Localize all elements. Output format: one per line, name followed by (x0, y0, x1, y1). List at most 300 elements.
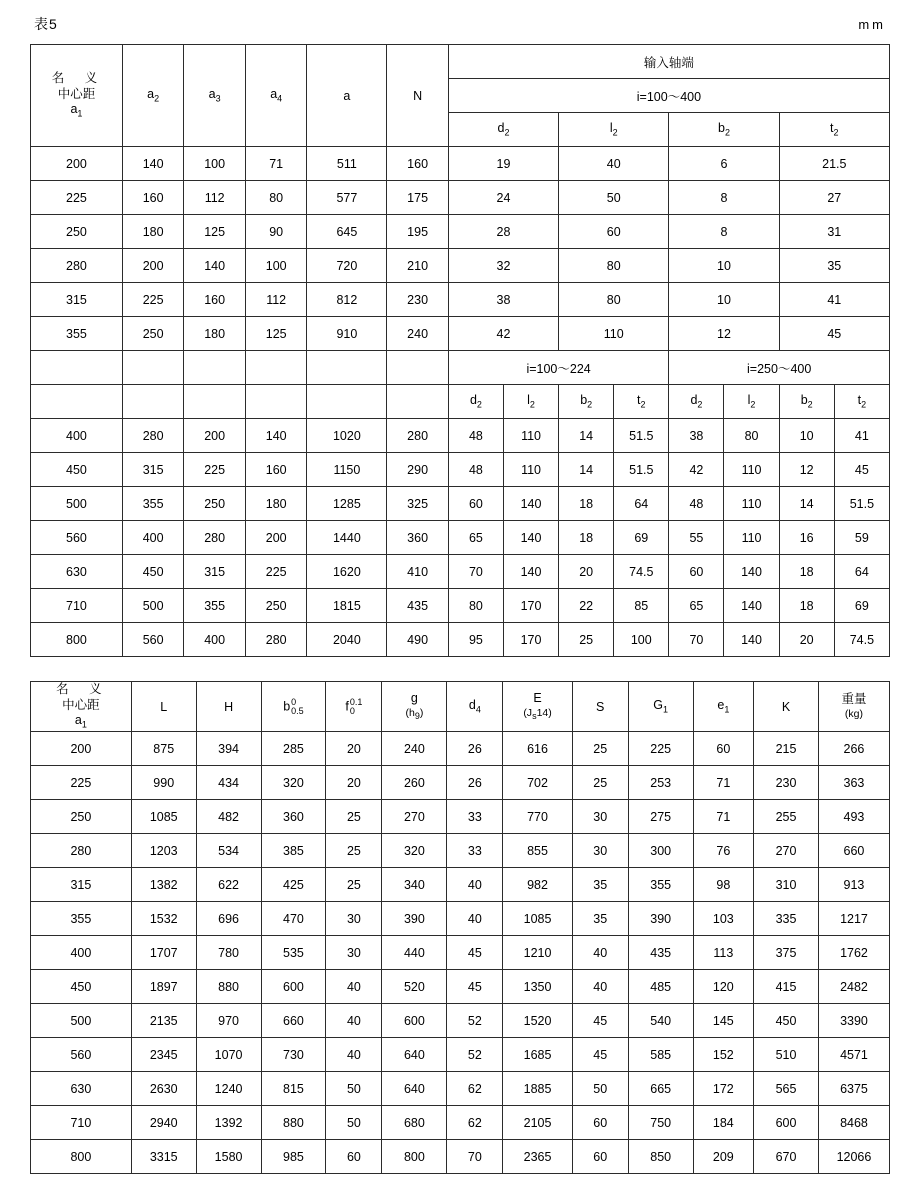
header-ratio-low: i=100～224 (448, 351, 669, 385)
blank-cell (387, 385, 449, 419)
cell-N: 175 (387, 181, 449, 215)
cell-a4: 280 (245, 623, 307, 657)
cell-a4: 140 (245, 419, 307, 453)
cell-g: 340 (382, 868, 447, 902)
cell-t2: 35 (779, 249, 889, 283)
cell-L: 2630 (131, 1072, 196, 1106)
cell-E: 702 (503, 766, 572, 800)
cell-a1: 560 (31, 521, 123, 555)
cell-S: 45 (572, 1004, 628, 1038)
cell-d2: 42 (448, 317, 558, 351)
cell-a1: 225 (31, 766, 132, 800)
table-row (31, 453, 890, 487)
cell-t2-high: 69 (834, 589, 889, 623)
cell-H: 394 (196, 732, 261, 766)
header-a1: 名 义 中心距 $a_1$ (31, 682, 132, 732)
cell-K: 310 (754, 868, 819, 902)
cell-a3: 112 (184, 181, 246, 215)
cell-t2-high: 51.5 (834, 487, 889, 521)
cell-a2: 140 (122, 147, 184, 181)
cell-a1: 450 (31, 970, 132, 1004)
cell-a: 910 (307, 317, 387, 351)
cell-l2-high: 140 (724, 589, 779, 623)
cell-E: 1520 (503, 1004, 572, 1038)
cell-a3: 100 (184, 147, 246, 181)
blank-cell (245, 351, 307, 385)
table-gap (30, 657, 890, 681)
cell-a2: 560 (122, 623, 184, 657)
cell-e1: 120 (693, 970, 753, 1004)
cell-b2-high: 20 (779, 623, 834, 657)
cell-a3: 140 (184, 249, 246, 283)
cell-f: 50 (326, 1106, 382, 1140)
cell-L: 2135 (131, 1004, 196, 1038)
table-subheader-row (31, 351, 890, 385)
cell-b2: 12 (669, 317, 779, 351)
cell-d4: 70 (447, 1140, 503, 1174)
cell-H: 1580 (196, 1140, 261, 1174)
cell-b2: 8 (669, 181, 779, 215)
cell-b: 660 (261, 1004, 326, 1038)
cell-a2: 250 (122, 317, 184, 351)
cell-G1: 225 (628, 732, 693, 766)
cell-l2: 60 (559, 215, 669, 249)
cell-t2-low: 51.5 (614, 419, 669, 453)
header-t2: $t_2$ (779, 113, 889, 147)
cell-b2-low: 22 (559, 589, 614, 623)
table-subheader-row (31, 385, 890, 419)
cell-t2: 21.5 (779, 147, 889, 181)
header-l2-low: $l_2$ (503, 385, 558, 419)
header-H: H (196, 682, 261, 732)
table-row (31, 902, 890, 936)
header-weight: 重量 (kg) (818, 682, 889, 732)
cell-H: 1070 (196, 1038, 261, 1072)
header-a2: $a_2$ (122, 45, 184, 147)
cell-d2-high: 60 (669, 555, 724, 589)
cell-K: 230 (754, 766, 819, 800)
table-row (31, 970, 890, 1004)
cell-a1: 800 (31, 1140, 132, 1174)
cell-b2-low: 14 (559, 419, 614, 453)
header-E: E (Js14) (503, 682, 572, 732)
cell-f: 20 (326, 732, 382, 766)
cell-N: 435 (387, 589, 449, 623)
blank-cell (245, 385, 307, 419)
cell-d2-low: 48 (448, 419, 503, 453)
header-b2-low: $b_2$ (559, 385, 614, 419)
cell-L: 1203 (131, 834, 196, 868)
cell-b: 425 (261, 868, 326, 902)
cell-b2: 8 (669, 215, 779, 249)
header-a4: $a_4$ (245, 45, 307, 147)
cell-b: 815 (261, 1072, 326, 1106)
cell-K: 565 (754, 1072, 819, 1106)
cell-G1: 665 (628, 1072, 693, 1106)
cell-l2-high: 140 (724, 623, 779, 657)
cell-a1: 710 (31, 589, 123, 623)
cell-l2-low: 140 (503, 487, 558, 521)
cell-d2-high: 48 (669, 487, 724, 521)
cell-d2-high: 65 (669, 589, 724, 623)
cell-S: 25 (572, 766, 628, 800)
header-e1: $e_1$ (693, 682, 753, 732)
table-row (31, 868, 890, 902)
cell-a1: 355 (31, 902, 132, 936)
cell-d4: 45 (447, 936, 503, 970)
cell-a1: 450 (31, 453, 123, 487)
table-row (31, 800, 890, 834)
cell-a1: 315 (31, 283, 123, 317)
cell-e1: 152 (693, 1038, 753, 1072)
cell-l2: 110 (559, 317, 669, 351)
cell-e1: 113 (693, 936, 753, 970)
cell-a2: 160 (122, 181, 184, 215)
table-row (31, 834, 890, 868)
cell-a3: 180 (184, 317, 246, 351)
table-row (31, 249, 890, 283)
header-g: g (h9) (382, 682, 447, 732)
cell-weight: 660 (818, 834, 889, 868)
cell-a4: 225 (245, 555, 307, 589)
table-row (31, 589, 890, 623)
cell-a1: 315 (31, 868, 132, 902)
cell-l2-high: 110 (724, 487, 779, 521)
header-ratio-high: i=250～400 (669, 351, 890, 385)
cell-g: 270 (382, 800, 447, 834)
cell-a4: 112 (245, 283, 307, 317)
header-a1: 名 义 中心距 $a_1$ (31, 45, 123, 147)
cell-l2-high: 110 (724, 521, 779, 555)
cell-E: 770 (503, 800, 572, 834)
cell-H: 780 (196, 936, 261, 970)
header-b2: $b_2$ (669, 113, 779, 147)
table-row (31, 147, 890, 181)
cell-d4: 40 (447, 868, 503, 902)
cell-t2: 41 (779, 283, 889, 317)
cell-weight: 8468 (818, 1106, 889, 1140)
cell-weight: 12066 (818, 1140, 889, 1174)
cell-a1: 225 (31, 181, 123, 215)
cell-a1: 560 (31, 1038, 132, 1072)
cell-a4: 80 (245, 181, 307, 215)
cell-a1: 400 (31, 936, 132, 970)
cell-weight: 266 (818, 732, 889, 766)
cell-a1: 280 (31, 834, 132, 868)
cell-a1: 200 (31, 732, 132, 766)
header-a: a (307, 45, 387, 147)
cell-d4: 33 (447, 834, 503, 868)
header-l2-high: $l_2$ (724, 385, 779, 419)
cell-t2: 27 (779, 181, 889, 215)
cell-t2: 45 (779, 317, 889, 351)
cell-t2-low: 85 (614, 589, 669, 623)
cell-weight: 1217 (818, 902, 889, 936)
cell-a: 645 (307, 215, 387, 249)
cell-b2: 6 (669, 147, 779, 181)
cell-a4: 200 (245, 521, 307, 555)
cell-G1: 850 (628, 1140, 693, 1174)
header-ratio-all: i=100～400 (448, 79, 889, 113)
cell-a: 511 (307, 147, 387, 181)
cell-f: 40 (326, 1038, 382, 1072)
dimensions-table-2 (30, 681, 890, 1174)
cell-t2-high: 74.5 (834, 623, 889, 657)
cell-d2: 38 (448, 283, 558, 317)
cell-a3: 160 (184, 283, 246, 317)
blank-cell (184, 351, 246, 385)
table-row (31, 1140, 890, 1174)
cell-S: 50 (572, 1072, 628, 1106)
cell-a1: 710 (31, 1106, 132, 1140)
cell-g: 520 (382, 970, 447, 1004)
cell-l2: 80 (559, 249, 669, 283)
cell-d2-low: 80 (448, 589, 503, 623)
cell-a: 1620 (307, 555, 387, 589)
cell-d2-low: 60 (448, 487, 503, 521)
cell-b: 385 (261, 834, 326, 868)
cell-N: 325 (387, 487, 449, 521)
cell-E: 2365 (503, 1140, 572, 1174)
cell-b: 730 (261, 1038, 326, 1072)
header-b2-high: $b_2$ (779, 385, 834, 419)
header-input-shaft: 输入轴端 (448, 45, 889, 79)
cell-a2: 400 (122, 521, 184, 555)
cell-b2-high: 14 (779, 487, 834, 521)
cell-f: 30 (326, 936, 382, 970)
cell-L: 1085 (131, 800, 196, 834)
cell-g: 640 (382, 1038, 447, 1072)
cell-a1: 200 (31, 147, 123, 181)
cell-b2-low: 20 (559, 555, 614, 589)
header-a3: $a_3$ (184, 45, 246, 147)
cell-G1: 390 (628, 902, 693, 936)
cell-a4: 100 (245, 249, 307, 283)
cell-d4: 52 (447, 1004, 503, 1038)
table-row (31, 215, 890, 249)
cell-a4: 71 (245, 147, 307, 181)
header-d2-high: $d_2$ (669, 385, 724, 419)
cell-S: 35 (572, 902, 628, 936)
table-caption: 表5 (34, 16, 58, 32)
cell-d2-low: 95 (448, 623, 503, 657)
header-d2: $d_2$ (448, 113, 558, 147)
cell-d2-low: 70 (448, 555, 503, 589)
cell-d2: 32 (448, 249, 558, 283)
cell-H: 482 (196, 800, 261, 834)
cell-g: 640 (382, 1072, 447, 1106)
header-N: N (387, 45, 449, 147)
cell-d4: 52 (447, 1038, 503, 1072)
cell-a2: 180 (122, 215, 184, 249)
blank-cell (307, 385, 387, 419)
header-t2-low: $t_2$ (614, 385, 669, 419)
cell-H: 970 (196, 1004, 261, 1038)
cell-e1: 184 (693, 1106, 753, 1140)
header-K: K (754, 682, 819, 732)
header-t2-high: $t_2$ (834, 385, 889, 419)
table-row (31, 1004, 890, 1038)
table-row (31, 1038, 890, 1072)
cell-K: 335 (754, 902, 819, 936)
cell-d2-low: 48 (448, 453, 503, 487)
cell-a: 577 (307, 181, 387, 215)
cell-weight: 1762 (818, 936, 889, 970)
cell-E: 1685 (503, 1038, 572, 1072)
cell-f: 60 (326, 1140, 382, 1174)
cell-t2-high: 59 (834, 521, 889, 555)
cell-H: 880 (196, 970, 261, 1004)
cell-weight: 3390 (818, 1004, 889, 1038)
cell-b: 600 (261, 970, 326, 1004)
cell-b2: 10 (669, 249, 779, 283)
cell-L: 2345 (131, 1038, 196, 1072)
cell-a3: 400 (184, 623, 246, 657)
cell-g: 320 (382, 834, 447, 868)
cell-l2-low: 140 (503, 555, 558, 589)
cell-a4: 180 (245, 487, 307, 521)
cell-f: 40 (326, 1004, 382, 1038)
table-row (31, 283, 890, 317)
cell-b2-high: 16 (779, 521, 834, 555)
cell-l2: 50 (559, 181, 669, 215)
cell-a1: 355 (31, 317, 123, 351)
cell-b2-high: 18 (779, 555, 834, 589)
cell-g: 800 (382, 1140, 447, 1174)
cell-b: 360 (261, 800, 326, 834)
cell-a: 1815 (307, 589, 387, 623)
cell-t2-low: 100 (614, 623, 669, 657)
cell-t2-low: 51.5 (614, 453, 669, 487)
cell-L: 990 (131, 766, 196, 800)
cell-N: 280 (387, 419, 449, 453)
cell-G1: 485 (628, 970, 693, 1004)
cell-b2-low: 18 (559, 521, 614, 555)
cell-K: 670 (754, 1140, 819, 1174)
cell-N: 160 (387, 147, 449, 181)
cell-E: 1885 (503, 1072, 572, 1106)
dimensions-table-1 (30, 44, 890, 657)
cell-N: 240 (387, 317, 449, 351)
table-row (31, 1072, 890, 1106)
table-row (31, 732, 890, 766)
cell-weight: 363 (818, 766, 889, 800)
cell-a1: 400 (31, 419, 123, 453)
cell-G1: 750 (628, 1106, 693, 1140)
cell-b2-high: 10 (779, 419, 834, 453)
cell-a2: 500 (122, 589, 184, 623)
cell-d4: 40 (447, 902, 503, 936)
cell-L: 875 (131, 732, 196, 766)
cell-t2-high: 45 (834, 453, 889, 487)
cell-e1: 71 (693, 766, 753, 800)
cell-l2-high: 80 (724, 419, 779, 453)
cell-d2: 24 (448, 181, 558, 215)
cell-S: 40 (572, 970, 628, 1004)
cell-f: 25 (326, 868, 382, 902)
cell-a4: 250 (245, 589, 307, 623)
cell-a1: 630 (31, 555, 123, 589)
cell-H: 1392 (196, 1106, 261, 1140)
blank-cell (387, 351, 449, 385)
cell-weight: 913 (818, 868, 889, 902)
header-d4: $d_4$ (447, 682, 503, 732)
cell-d4: 33 (447, 800, 503, 834)
cell-K: 255 (754, 800, 819, 834)
cell-g: 440 (382, 936, 447, 970)
header-b: b 0 0.5 (261, 682, 326, 732)
cell-L: 2940 (131, 1106, 196, 1140)
header-l2: $l_2$ (559, 113, 669, 147)
cell-H: 622 (196, 868, 261, 902)
table-row (31, 766, 890, 800)
cell-f: 30 (326, 902, 382, 936)
cell-G1: 435 (628, 936, 693, 970)
cell-N: 195 (387, 215, 449, 249)
cell-l2-low: 170 (503, 623, 558, 657)
cell-S: 25 (572, 732, 628, 766)
cell-N: 230 (387, 283, 449, 317)
cell-S: 45 (572, 1038, 628, 1072)
cell-g: 390 (382, 902, 447, 936)
cell-a4: 160 (245, 453, 307, 487)
cell-weight: 493 (818, 800, 889, 834)
cell-a1: 500 (31, 487, 123, 521)
table-row (31, 487, 890, 521)
cell-t2-low: 74.5 (614, 555, 669, 589)
cell-weight: 6375 (818, 1072, 889, 1106)
cell-K: 510 (754, 1038, 819, 1072)
cell-g: 260 (382, 766, 447, 800)
cell-d2-high: 55 (669, 521, 724, 555)
cell-S: 60 (572, 1140, 628, 1174)
cell-a: 1020 (307, 419, 387, 453)
cell-d2-high: 38 (669, 419, 724, 453)
cell-a2: 225 (122, 283, 184, 317)
cell-l2: 40 (559, 147, 669, 181)
cell-weight: 2482 (818, 970, 889, 1004)
table-row (31, 555, 890, 589)
cell-t2: 31 (779, 215, 889, 249)
cell-N: 360 (387, 521, 449, 555)
table-header-row (31, 45, 890, 79)
cell-G1: 540 (628, 1004, 693, 1038)
cell-e1: 71 (693, 800, 753, 834)
cell-l2-low: 110 (503, 453, 558, 487)
cell-b2-low: 25 (559, 623, 614, 657)
cell-E: 1350 (503, 970, 572, 1004)
cell-l2-high: 110 (724, 453, 779, 487)
table-row (31, 419, 890, 453)
table-row (31, 317, 890, 351)
cell-a1: 280 (31, 249, 123, 283)
cell-f: 25 (326, 834, 382, 868)
cell-b: 470 (261, 902, 326, 936)
cell-b2-high: 18 (779, 589, 834, 623)
cell-a3: 250 (184, 487, 246, 521)
cell-g: 600 (382, 1004, 447, 1038)
cell-g: 680 (382, 1106, 447, 1140)
cell-d2-high: 42 (669, 453, 724, 487)
cell-a: 1285 (307, 487, 387, 521)
cell-a3: 225 (184, 453, 246, 487)
cell-L: 3315 (131, 1140, 196, 1174)
cell-K: 600 (754, 1106, 819, 1140)
cell-K: 450 (754, 1004, 819, 1038)
cell-e1: 145 (693, 1004, 753, 1038)
cell-S: 30 (572, 834, 628, 868)
cell-a2: 200 (122, 249, 184, 283)
